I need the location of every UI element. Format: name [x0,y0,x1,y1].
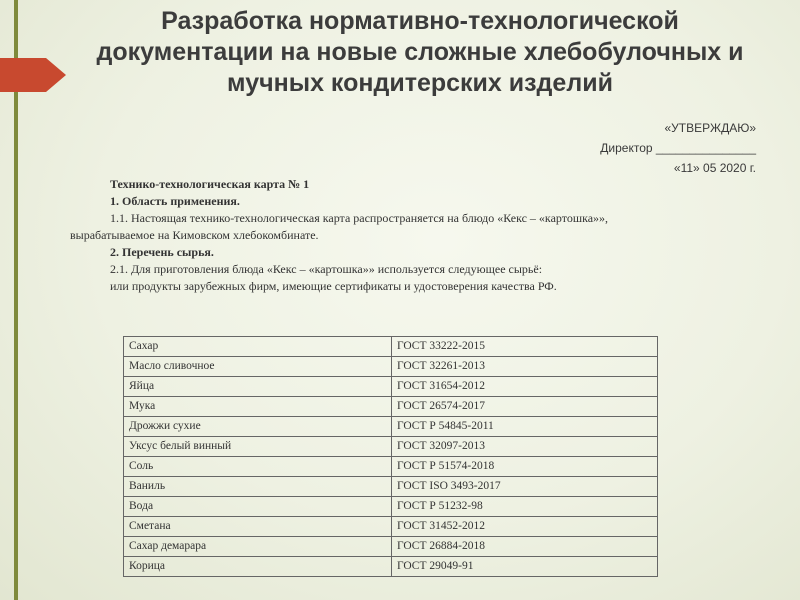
paragraph-line: вырабатываемое на Кимовском хлебокомбинате. [70,228,319,242]
ingredient-cell: Дрожжи сухие [124,417,392,437]
paragraph-line: 1.1. Настоящая технико-технологическая карта распространяется на блюдо «Кекс – «картошка»», [110,211,609,225]
slide-title [40,6,800,99]
approval-block [600,118,756,178]
table-row [124,437,658,457]
approval-label: «УТВЕРЖДАЮ» [664,121,756,135]
raw-materials-table [123,336,658,577]
table-row [124,377,658,397]
ingredient-cell: Сахар демарара [124,537,392,557]
ingredient-cell: Яйца [124,377,392,397]
table-row [124,557,658,577]
ingredient-cell: Корица [124,557,392,577]
paragraph-line: или продукты зарубежных фирм, имеющие сертификаты и удостоверения качества РФ. [110,279,557,293]
standard-cell: ГОСТ 29049-91 [392,557,658,577]
table-row [124,457,658,477]
table-row [124,337,658,357]
document-body [70,176,770,295]
table-row [124,497,658,517]
paragraph-line: 2.1. Для приготовления блюда «Кекс – «картошка»» используется следующее сырьё: [110,262,543,276]
title-line: Разработка нормативно-технологической [161,7,679,35]
standard-cell: ГОСТ 26574-2017 [392,397,658,417]
ingredient-cell: Соль [124,457,392,477]
standard-cell: ГОСТ Р 54845-2011 [392,417,658,437]
standard-cell: ГОСТ 26884-2018 [392,537,658,557]
title-line: мучных кондитерских изделий [227,69,613,97]
standard-cell: ГОСТ 31654-2012 [392,377,658,397]
ingredient-cell: Ваниль [124,477,392,497]
ingredient-cell: Уксус белый винный [124,437,392,457]
ingredient-cell: Сахар [124,337,392,357]
standard-cell: ГОСТ ISO 3493-2017 [392,477,658,497]
title-line: документации на новые сложные хлебобулочных и [96,38,744,66]
card-title: Технико-технологическая карта № 1 [110,177,310,191]
approval-date: «11» 05 2020 г. [673,161,756,175]
standard-cell: ГОСТ 32097-2013 [392,437,658,457]
standard-cell: ГОСТ 31452-2012 [392,517,658,537]
table-row [124,397,658,417]
raw-materials-table-body [124,337,658,577]
section-heading: 2. Перечень сырья. [110,245,214,259]
table-row [124,517,658,537]
standard-cell: ГОСТ Р 51574-2018 [392,457,658,477]
table-row [124,357,658,377]
director-signature-line: Директор _______________ [600,141,756,155]
table-row [124,417,658,437]
table-row [124,537,658,557]
ingredient-cell: Масло сливочное [124,357,392,377]
table-row [124,477,658,497]
standard-cell: ГОСТ 33222-2015 [392,337,658,357]
standard-cell: ГОСТ Р 51232-98 [392,497,658,517]
standard-cell: ГОСТ 32261-2013 [392,357,658,377]
ingredient-cell: Мука [124,397,392,417]
section-heading: 1. Область применения. [110,194,240,208]
ingredient-cell: Сметана [124,517,392,537]
ingredient-cell: Вода [124,497,392,517]
